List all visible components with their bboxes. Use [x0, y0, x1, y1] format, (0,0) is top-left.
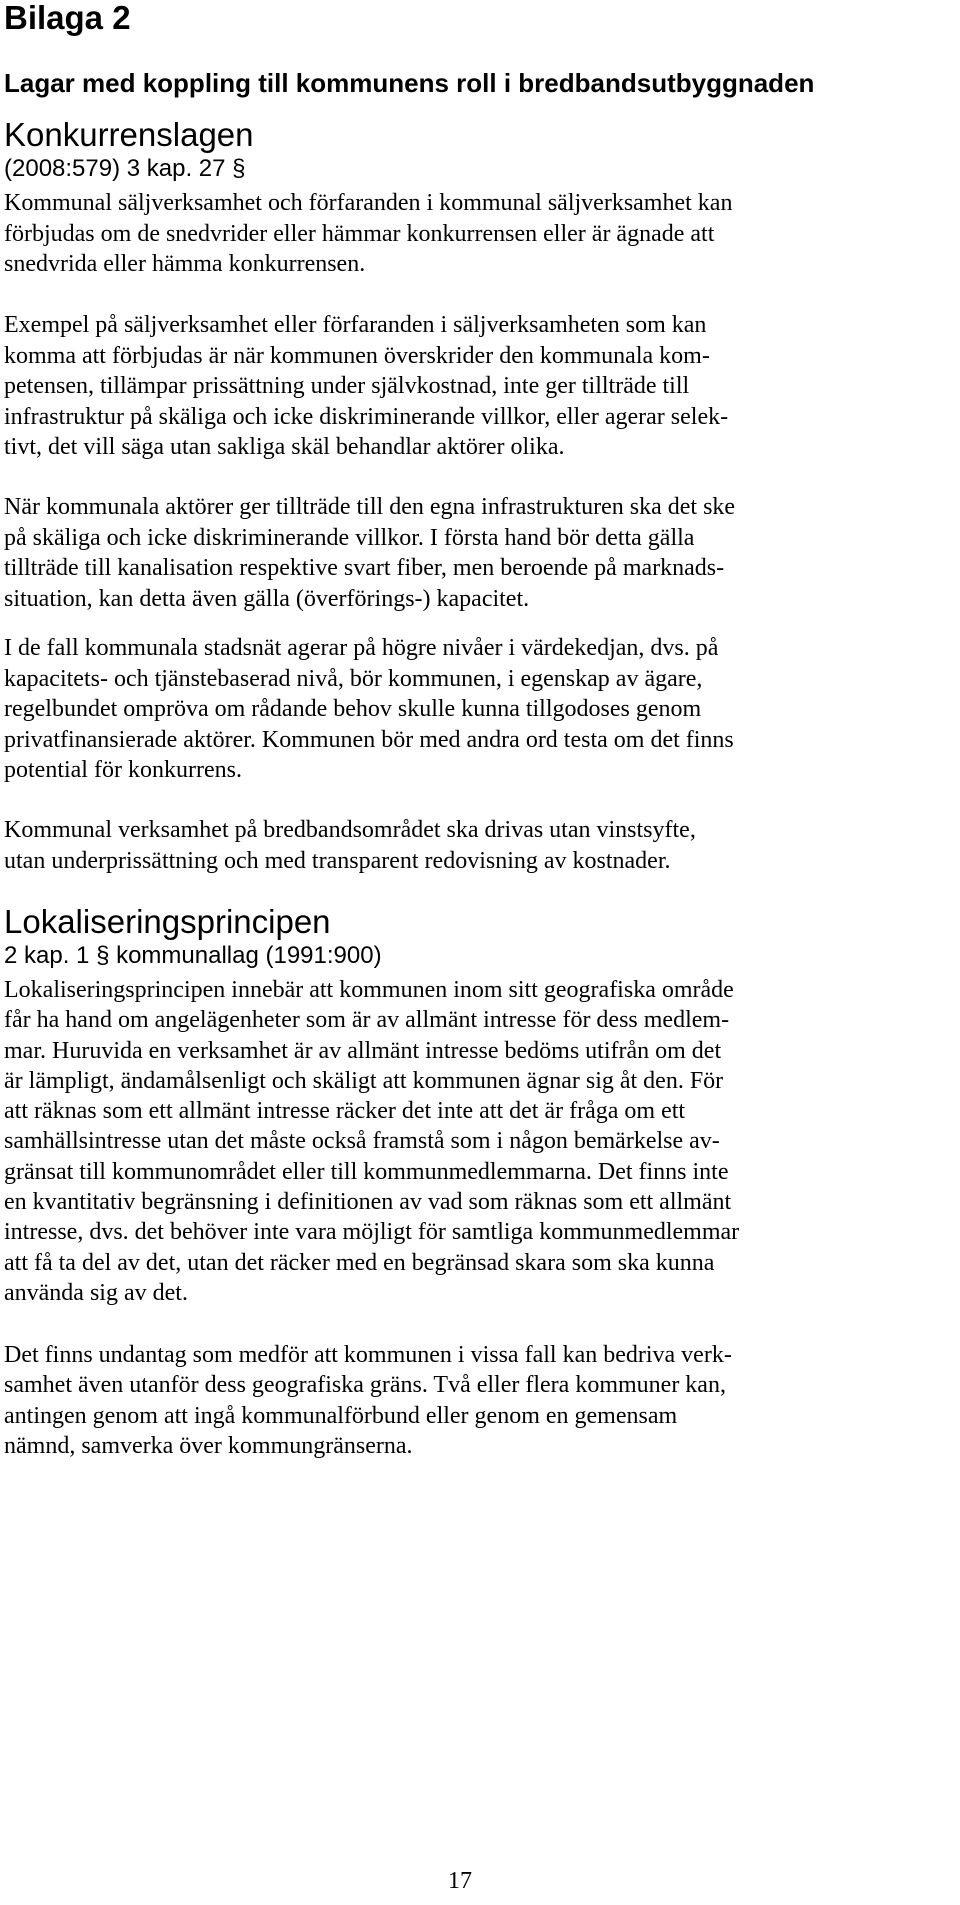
paragraph-s2-1	[4, 975, 929, 1308]
text-line: nämnd, samverka över kommungränserna.	[4, 1432, 413, 1459]
text-line: komma att förbjudas är när kommunen överskrider den kommunala kom-	[4, 342, 710, 369]
text-line: intresse, dvs. det behöver inte vara möjligt för samtliga kommunmedlemmar	[4, 1219, 740, 1246]
text-line: är lämpligt, ändamålsenligt och skäligt att kommunen ägnar sig åt den. För	[4, 1067, 724, 1094]
text-line: Exempel på säljverksamhet eller förfaranden i säljverksamheten som kan	[4, 312, 707, 338]
text-line: regelbundet ompröva om rådande behov skulle kunna tillgodoses genom	[4, 696, 702, 723]
section-reference-lokaliseringsprincipen: 2 kap. 1 § kommunallag (1991:900)	[4, 942, 382, 969]
text-line: får ha hand om angelägenheter som är av allmänt intresse för dess medlem-	[4, 1007, 730, 1034]
section-heading-lokaliseringsprincipen: Lokaliseringsprincipen	[4, 903, 331, 940]
text-line: att räknas som ett allmänt intresse räcker det inte att det är fråga om ett	[4, 1098, 686, 1125]
paragraph-s1-5	[4, 815, 929, 876]
paragraph-s1-4	[4, 633, 929, 786]
document-title: Bilaga 2	[4, 0, 131, 36]
text-line: på skäliga och icke diskriminerande villkor. I första hand bör detta gälla	[4, 524, 695, 551]
text-line: en kvantitativ begränsning i definitionen av vad som räknas som ett allmänt	[4, 1189, 732, 1216]
text-line: antingen genom att ingå kommunalförbund eller genom en gemensam	[4, 1402, 678, 1429]
text-line: privatfinansierade aktörer. Kommunen bör med andra ord testa om det finns	[4, 726, 734, 753]
text-line: Kommunal säljverksamhet och förfaranden i kommunal säljverksamhet kan	[4, 190, 733, 216]
text-line: Lokaliseringsprincipen innebär att kommunen inom sitt geografiska område	[4, 977, 734, 1003]
paragraph-s1-3	[4, 492, 929, 614]
text-line: potential för konkurrens.	[4, 757, 242, 784]
text-line: I de fall kommunala stadsnät agerar på högre nivåer i värdekedjan, dvs. på	[4, 635, 719, 661]
text-line: När kommunala aktörer ger tillträde till den egna infrastrukturen ska det ske	[4, 494, 736, 520]
text-line: utan underprissättning och med transparent redovisning av kostnader.	[4, 847, 671, 874]
text-line: Det finns undantag som medför att kommunen i vissa fall kan bedriva verk-	[4, 1342, 732, 1368]
page-number: 17	[448, 1868, 472, 1894]
text-line: använda sig av det.	[4, 1279, 188, 1306]
paragraph-s1-2	[4, 310, 929, 463]
text-line: tillträde till kanalisation respektive svart fiber, men beroende på marknads-	[4, 555, 725, 582]
text-line: att få ta del av det, utan det räcker med en begränsad skara som ska kunna	[4, 1249, 715, 1276]
text-line: samhällsintresse utan det måste också framstå som i någon bemärkelse av-	[4, 1128, 720, 1155]
text-line: tivt, det vill säga utan sakliga skäl behandlar aktörer olika.	[4, 434, 565, 461]
text-line: mar. Huruvida en verksamhet är av allmänt intresse bedöms utifrån om det	[4, 1037, 722, 1064]
document-subtitle: Lagar med koppling till kommunens roll i bredbandsutbyggnaden	[4, 68, 815, 98]
text-line: snedvrida eller hämma konkurrensen.	[4, 251, 366, 278]
text-line: infrastruktur på skäliga och icke diskriminerande villkor, eller agerar selek-	[4, 403, 729, 430]
text-line: kapacitets- och tjänstebaserad nivå, bör kommunen, i egenskap av ägare,	[4, 665, 703, 692]
text-line: situation, kan detta även gälla (överförings-) kapacitet.	[4, 585, 530, 612]
paragraph-s1-1	[4, 188, 929, 280]
text-line: petensen, tillämpar prissättning under självkostnad, inte ger tillträde till	[4, 373, 690, 400]
text-line: förbjudas om de snedvrider eller hämmar konkurrensen eller är ägnade att	[4, 220, 715, 247]
section-reference-konkurrenslagen: (2008:579) 3 kap. 27 §	[4, 155, 246, 182]
paragraph-s2-2	[4, 1340, 929, 1461]
section-heading-konkurrenslagen: Konkurrenslagen	[4, 116, 254, 153]
text-line: samhet även utanför dess geografiska gräns. Två eller flera kommuner kan,	[4, 1372, 726, 1399]
text-line: gränsat till kommunområdet eller till kommunmedlemmarna. Det finns inte	[4, 1158, 729, 1185]
text-line: Kommunal verksamhet på bredbandsområdet ska drivas utan vinstsyfte,	[4, 817, 696, 843]
